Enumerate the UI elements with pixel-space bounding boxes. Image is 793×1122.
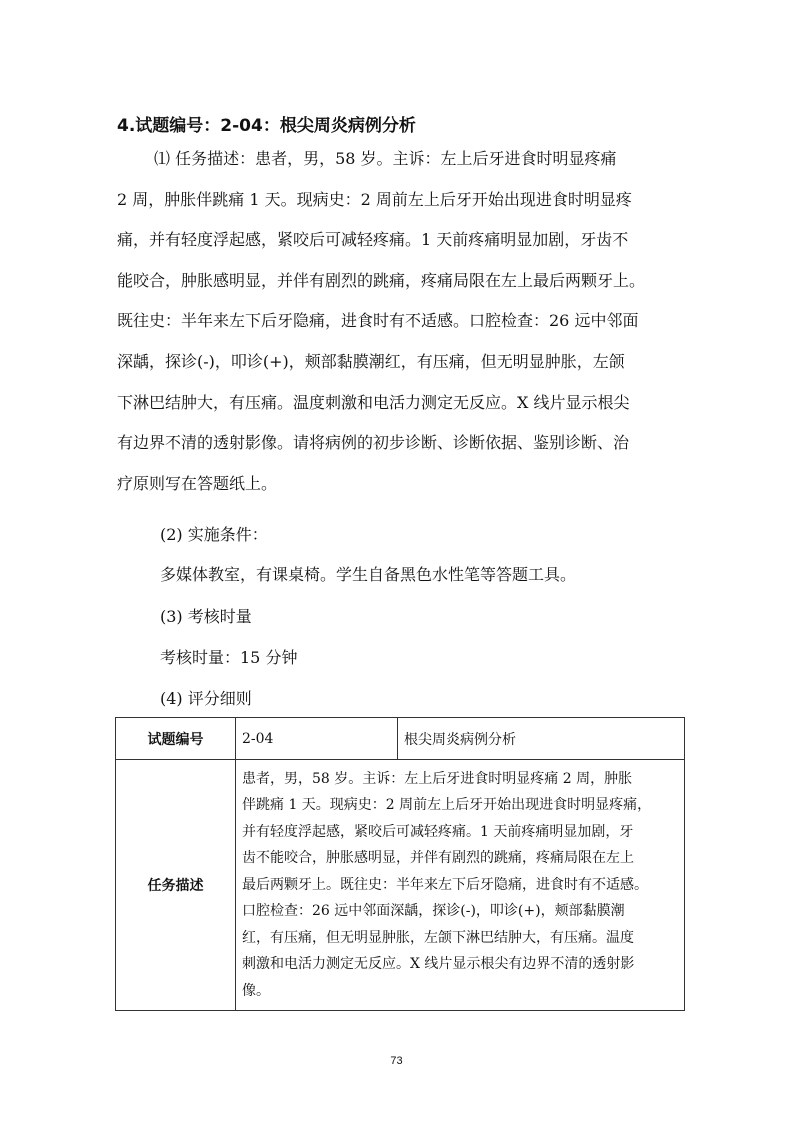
- table-row: [116, 760, 685, 1011]
- text-line: 最后两颗牙上。既往史：半年来左下后牙隐痛，进食时有不适感。: [242, 876, 648, 893]
- question-title: 4.试题编号：2-04：根尖周炎病例分析: [117, 116, 416, 136]
- text-line: 2 周，肿胀伴跳痛 1 天。现病史：2 周前左上后牙开始出现进食时明显疼: [117, 189, 632, 209]
- text-line: 患者，男，58 岁。主诉：左上后牙进食时明显疼痛 2 周，肿胀: [242, 770, 633, 787]
- text-line: 刺激和电活力测定无反应。X 线片显示根尖有边界不清的透射影: [242, 956, 635, 973]
- text-line: 下淋巴结肿大，有压痛。温度刺激和电活力测定无反应。X 线片显示根尖: [117, 392, 630, 412]
- section-time-text: 考核时量：15 分钟: [160, 648, 298, 667]
- text-line: ⑴ 任务描述：患者，男，58 岁。主诉：左上后牙进食时明显疼痛: [154, 149, 617, 168]
- text-line: 口腔检查：26 远中邻面深龋，探诊(-)，叩诊(+)，颊部黏膜潮: [242, 903, 625, 920]
- text-line: 疗原则写在答题纸上。: [117, 473, 278, 493]
- table-row: [116, 718, 685, 760]
- question-id-label: 试题编号: [116, 718, 236, 760]
- text-line: 深龋，探诊(-)，叩诊(+)，颊部黏膜潮红，有压痛，但无明显肿胀，左颌: [117, 351, 625, 371]
- text-line: 痛，并有轻度浮起感，紧咬后可减轻疼痛。1 天前疼痛明显加剧，牙齿不: [117, 230, 629, 250]
- section-conditions-heading: (2) 实施条件：: [160, 525, 268, 544]
- text-line: 伴跳痛 1 天。现病史：2 周前左上后牙开始出现进食时明显疼痛，: [242, 797, 652, 814]
- text-line: 像。: [242, 982, 270, 999]
- question-name: 根尖周炎病例分析: [398, 718, 685, 760]
- text-line: 有边界不清的透射影像。请将病例的初步诊断、诊断依据、鉴别诊断、治: [117, 433, 630, 453]
- text-line: 红，有压痛，但无明显肿胀，左颌下淋巴结肿大，有压痛。温度: [242, 929, 634, 946]
- question-id-value: 2-04: [236, 718, 398, 760]
- text-line: 能咬合，肿胀感明显，并伴有剧烈的跳痛，疼痛局限在左上最后两颗牙上。: [117, 270, 646, 290]
- task-description: [117, 139, 682, 504]
- section-scoring-heading: (4) 评分细则: [160, 689, 252, 708]
- page-number: 73: [390, 1055, 403, 1067]
- text-line: 并有轻度浮起感，紧咬后可减轻疼痛。1 天前疼痛明显加剧，牙: [242, 823, 634, 840]
- section-conditions-text: 多媒体教室，有课桌椅。学生自备黑色水性笔等答题工具。: [160, 565, 577, 584]
- task-label: 任务描述: [116, 760, 236, 1011]
- text-line: 齿不能咬合，肿胀感明显，并伴有剧烈的跳痛，疼痛局限在左上: [242, 850, 634, 867]
- text-line: 既往史：半年来左下后牙隐痛，进食时有不适感。口腔检查：26 远中邻面: [117, 311, 639, 331]
- section-time-heading: (3) 考核时量: [160, 607, 252, 626]
- scoring-table: [115, 717, 685, 1011]
- task-cell: [236, 760, 685, 1011]
